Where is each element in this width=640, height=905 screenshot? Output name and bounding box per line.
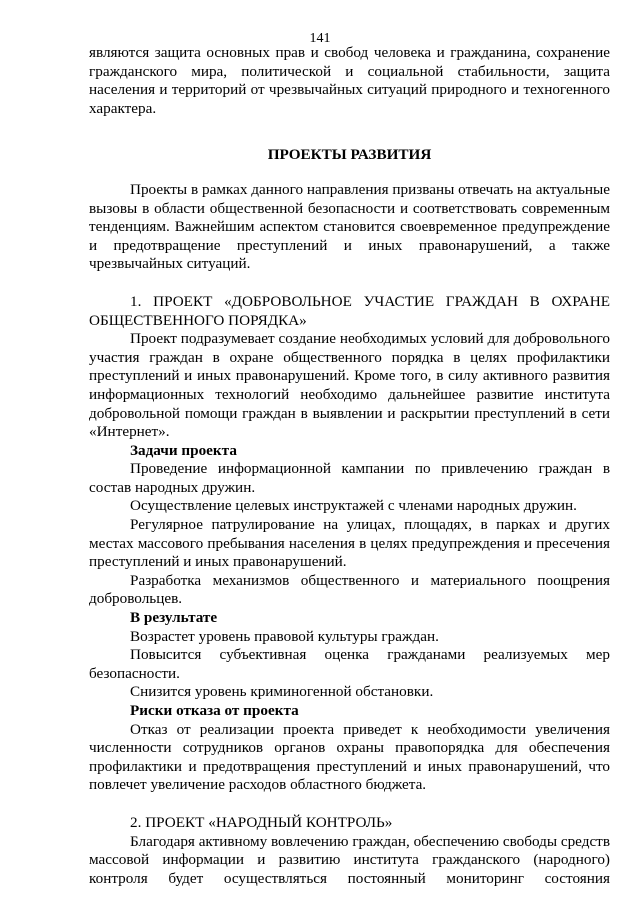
- project1-title: 1. ПРОЕКТ «ДОБРОВОЛЬНОЕ УЧАСТИЕ ГРАЖДАН В ОХРАНЕ ОБЩЕСТВЕННОГО ПОРЯДКА»: [89, 292, 610, 329]
- project1-result-item: Повысится субъективная оценка гражданами реализуемых мер безопасности.: [89, 646, 610, 682]
- project1-task-item: Осуществление целевых инструктажей с членами народных дружин.: [130, 497, 577, 515]
- page-content: [89, 44, 610, 888]
- project1-task-item: Разработка механизмов общественного и материального поощрения добровольцев.: [89, 571, 610, 608]
- project2-description: Благодаря активному вовлечению граждан, обеспечению свободы средств массовой информации и развитию института гражданского (народного) контроля будет осуществляться постоянный мониторинг состояния: [89, 832, 610, 887]
- project1-risks-heading: Риски отказа от проекта: [130, 702, 299, 719]
- section-intro-paragraph: Проекты в рамках данного направления призваны отвечать на актуальные вызовы в области общественной безопасности и соответствовать современным тенденциям. Важнейшим аспектом становится своевременное предупреждение и предотвращение преступлений и иных правонарушений, а также чрезвычайных ситуаций.: [89, 180, 610, 273]
- page-number: 141: [309, 31, 331, 46]
- project1-result-item: Возрастет уровень правовой культуры граждан.: [130, 627, 439, 645]
- project1-description: Проект подразумевает создание необходимых условий для добровольного участия граждан в охране общественного порядка в целях профилактики преступлений и иных правонарушений. Кроме того, в силу активного развития информационных технологий необходимо дальнейшее развитие института добровольной помощи граждан в выявлении и раскрытии преступлений в сети «Интернет».: [89, 330, 610, 441]
- project1-tasks-heading: Задачи проекта: [130, 441, 237, 459]
- project1-risks-text: Отказ от реализации проекта приведет к необходимости увеличения численности сотрудников органов охраны правопорядка для обеспечения профилактики и предотвращения преступлений и иных правонарушений, что повлечет увеличение расходов областного бюджета.: [89, 720, 610, 794]
- project1-task-item: Проведение информационной кампании по привлечению граждан в состав народных дружин.: [89, 460, 610, 496]
- project1-results-heading: В результате: [130, 609, 218, 627]
- project1-result-item: Снизится уровень криминогенной обстановки.: [130, 683, 434, 701]
- intro-paragraph: являются защита основных прав и свобод человека и гражданина, сохранение гражданского мира, политической и социальной стабильности, защита населения и территорий от чрезвычайных ситуаций природного и техногенного характера.: [89, 44, 610, 117]
- project1-task-item: Регулярное патрулирование на улицах, площадях, в парках и других местах массового пребывания населения в целях предупреждения и пресечения преступлений и иных правонарушений.: [89, 516, 610, 571]
- section-title: ПРОЕКТЫ РАЗВИТИЯ: [267, 146, 432, 164]
- project2-title: 2. ПРОЕКТ «НАРОДНЫЙ КОНТРОЛЬ»: [130, 813, 393, 831]
